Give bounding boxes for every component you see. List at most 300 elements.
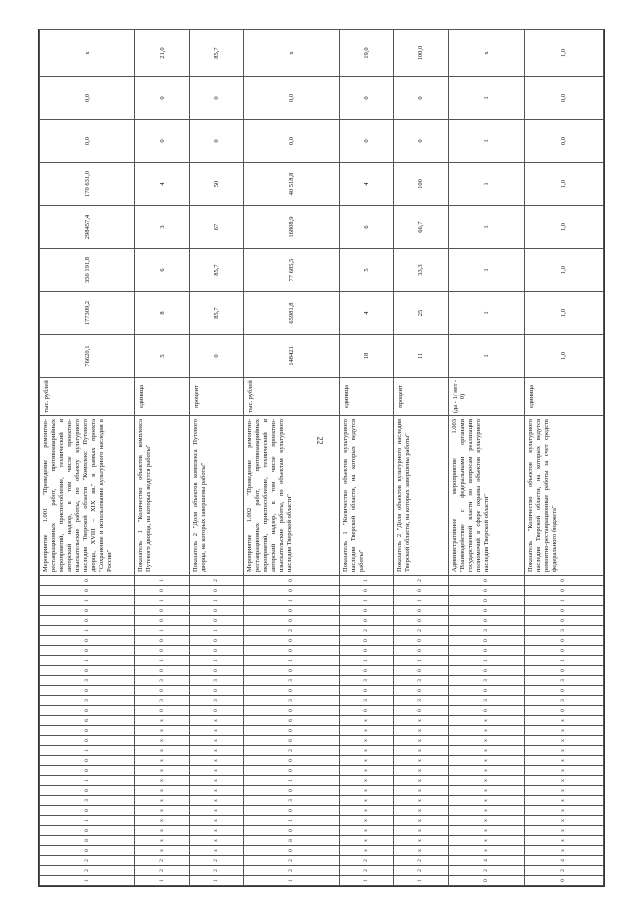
rotated-table (39, 30, 604, 886)
code-cell: х (189, 726, 243, 736)
code-cell: 0 (40, 616, 135, 626)
value-cell: 1,0 (524, 335, 603, 378)
code-cell: 0 (524, 576, 603, 586)
table-row (189, 30, 243, 886)
value-cell: 0 (394, 77, 448, 120)
code-cell: 0 (448, 586, 524, 596)
value-cell: 66,7 (394, 206, 448, 249)
code-cell: х (135, 756, 189, 766)
code-cell: 3 (524, 626, 603, 636)
value-cell: 4 (135, 163, 189, 206)
description-cell: Показатель 2 "Доля объектов культурного наследия Тверской области, на которых завершены работы" (394, 416, 448, 576)
code-cell: х (524, 766, 603, 776)
code-cell: 3 (339, 676, 393, 686)
code-cell: 0 (448, 646, 524, 656)
code-cell: 1 (394, 596, 448, 606)
value-cell: 67 (189, 206, 243, 249)
code-cell: 6 (244, 736, 339, 746)
code-cell: х (524, 806, 603, 816)
code-cell: 0 (244, 606, 339, 616)
unit-cell: единица (135, 378, 189, 416)
code-cell: 2 (394, 866, 448, 876)
value-cell: 1 (448, 206, 524, 249)
code-cell: 2 (189, 866, 243, 876)
code-cell: 3 (244, 796, 339, 806)
value-cell: 0,0 (524, 77, 603, 120)
value-cell: 1,0 (524, 292, 603, 335)
code-cell: 0 (40, 606, 135, 616)
code-cell: 1 (189, 596, 243, 606)
code-cell: 3 (189, 676, 243, 686)
code-cell: 0 (244, 586, 339, 596)
code-cell: 0 (448, 576, 524, 586)
code-cell: х (339, 836, 393, 846)
value-cell: 100,0 (394, 30, 448, 77)
value-cell: 76620,1 (40, 335, 135, 378)
code-cell: 3 (524, 676, 603, 686)
code-cell: 1 (339, 876, 393, 886)
code-cell: 0 (448, 616, 524, 626)
code-cell: х (448, 736, 524, 746)
value-cell: 0 (189, 120, 243, 163)
code-cell: х (394, 736, 448, 746)
code-cell: 0 (40, 666, 135, 676)
value-cell: 11 (394, 335, 448, 378)
code-cell: 8 (40, 836, 135, 846)
code-cell: 0 (244, 766, 339, 776)
code-cell: 1 (394, 656, 448, 666)
code-cell: 0 (40, 636, 135, 646)
value-cell: 33,3 (394, 249, 448, 292)
code-cell: 3 (189, 696, 243, 706)
code-cell: х (448, 836, 524, 846)
code-cell: 1 (40, 746, 135, 756)
code-cell: х (135, 806, 189, 816)
code-cell: 0 (135, 646, 189, 656)
code-cell: 0 (244, 636, 339, 646)
code-cell: 4 (524, 856, 603, 866)
value-cell: 1,0 (524, 30, 603, 77)
code-cell: 0 (394, 666, 448, 676)
code-cell: 1 (40, 876, 135, 886)
code-cell: 0 (40, 646, 135, 656)
code-cell: 3 (40, 796, 135, 806)
code-cell: х (339, 776, 393, 786)
code-cell: 2 (244, 856, 339, 866)
code-cell: х (339, 796, 393, 806)
code-cell: 0 (524, 686, 603, 696)
code-cell: 1 (135, 626, 189, 636)
value-cell: 1 (448, 163, 524, 206)
code-cell: х (524, 786, 603, 796)
description-cell: Показатель "Количество объектов культурного наследия Тверской области, на которых ведутся ремонтно-реставрационные работы за счет средств федерального бюджета" (524, 416, 603, 576)
code-cell: х (524, 716, 603, 726)
program-table-frame (38, 29, 605, 887)
code-cell: х (189, 796, 243, 806)
code-cell: 3 (135, 676, 189, 686)
code-cell: 2 (394, 856, 448, 866)
value-cell: 5 (339, 249, 393, 292)
value-cell: 1 (448, 120, 524, 163)
code-cell: 0 (135, 686, 189, 696)
code-cell: 0 (244, 666, 339, 676)
code-cell: 0 (244, 616, 339, 626)
value-cell: 0,0 (244, 77, 339, 120)
code-cell: 0 (339, 586, 393, 596)
code-cell: х (189, 746, 243, 756)
code-cell: х (524, 826, 603, 836)
code-cell: х (339, 716, 393, 726)
code-cell: 1 (189, 876, 243, 886)
code-cell: х (448, 756, 524, 766)
code-cell: 2 (448, 866, 524, 876)
code-cell: 0 (40, 736, 135, 746)
code-cell: х (394, 716, 448, 726)
code-cell: х (448, 846, 524, 856)
code-cell: 0 (244, 686, 339, 696)
code-cell: х (524, 726, 603, 736)
code-cell: 1 (40, 596, 135, 606)
code-cell: 2 (394, 626, 448, 636)
code-cell: 1 (244, 776, 339, 786)
code-cell: 1 (524, 596, 603, 606)
code-cell: х (394, 756, 448, 766)
table-row (244, 30, 339, 886)
code-cell: 0 (40, 846, 135, 856)
code-cell: 0 (244, 806, 339, 816)
value-cell: 0 (189, 335, 243, 378)
code-cell: х (394, 816, 448, 826)
code-cell: 1 (40, 656, 135, 666)
value-cell: 16808,9 (244, 206, 339, 249)
code-cell: 0 (40, 586, 135, 596)
code-cell: 0 (524, 586, 603, 596)
code-cell: 1 (135, 596, 189, 606)
value-cell: 0,0 (524, 120, 603, 163)
code-cell: 2 (189, 576, 243, 586)
code-cell: 0 (394, 646, 448, 656)
code-cell: 8 (244, 836, 339, 846)
code-cell: х (448, 826, 524, 836)
value-cell: 0,0 (40, 120, 135, 163)
code-cell: 0 (135, 606, 189, 616)
code-cell: 3 (244, 676, 339, 686)
code-cell: 0 (244, 786, 339, 796)
code-cell: х (394, 796, 448, 806)
code-cell: х (339, 826, 393, 836)
code-cell: х (448, 716, 524, 726)
code-cell: х (524, 746, 603, 756)
code-cell: 3 (244, 696, 339, 706)
code-cell: 2 (189, 856, 243, 866)
code-cell: х (135, 816, 189, 826)
code-cell: 0 (189, 706, 243, 716)
code-cell: 0 (394, 636, 448, 646)
value-cell: 6 (339, 206, 393, 249)
code-cell: 3 (394, 676, 448, 686)
code-cell: 0 (244, 826, 339, 836)
code-cell: х (339, 736, 393, 746)
code-cell: 0 (40, 686, 135, 696)
code-cell: 3 (448, 626, 524, 636)
unit-cell: единица (339, 378, 393, 416)
code-cell: х (189, 716, 243, 726)
code-cell: х (189, 786, 243, 796)
value-cell: 0 (135, 120, 189, 163)
code-cell: 0 (189, 616, 243, 626)
value-cell: 85,7 (189, 292, 243, 335)
value-cell: 177309,2 (40, 292, 135, 335)
code-cell: х (135, 796, 189, 806)
code-cell: 1 (135, 576, 189, 586)
description-cell: Мероприятие 1.002 "Проведение ремонтно-реставрационных работ, противоаварийных мероприятий, приспособление, технический и авторский надзор, в том числе проектно-изыскательские работы, по объектам культурного наследия Тверской области" (244, 416, 339, 576)
code-cell: х (189, 766, 243, 776)
code-cell: х (524, 846, 603, 856)
value-cell: 77 685,5 (244, 249, 339, 292)
code-cell: 0 (244, 646, 339, 656)
code-cell: 3 (448, 696, 524, 706)
code-cell: 0 (448, 876, 524, 886)
unit-cell: тыс. рублей (244, 378, 339, 416)
code-cell: 0 (189, 586, 243, 596)
code-cell: х (339, 766, 393, 776)
code-cell: х (448, 796, 524, 806)
code-cell: х (189, 736, 243, 746)
value-cell: х (448, 30, 524, 77)
code-cell: 0 (244, 726, 339, 736)
code-cell: 1 (244, 596, 339, 606)
code-cell: 0 (189, 666, 243, 676)
code-cell: 6 (40, 716, 135, 726)
code-cell: х (189, 756, 243, 766)
code-cell: х (394, 746, 448, 756)
value-cell: 19,0 (339, 30, 393, 77)
code-cell: 0 (448, 686, 524, 696)
code-cell: х (524, 796, 603, 806)
code-cell: 0 (40, 826, 135, 836)
code-cell: х (339, 846, 393, 856)
value-cell: 25 (394, 292, 448, 335)
code-cell: 2 (244, 866, 339, 876)
code-cell: 1 (40, 816, 135, 826)
code-cell: 1 (339, 656, 393, 666)
code-cell: 0 (40, 726, 135, 736)
code-cell: х (339, 806, 393, 816)
code-cell: х (524, 816, 603, 826)
value-cell: 0 (135, 77, 189, 120)
code-cell: 0 (339, 616, 393, 626)
code-cell: 0 (394, 706, 448, 716)
value-cell: 1 (448, 77, 524, 120)
code-cell: 2 (524, 866, 603, 876)
code-cell: 0 (40, 706, 135, 716)
code-cell: 1 (394, 876, 448, 886)
code-cell: 1 (339, 596, 393, 606)
value-cell: 0,0 (244, 120, 339, 163)
unit-cell: тыс. рублей (40, 378, 135, 416)
code-cell: 0 (524, 666, 603, 676)
code-cell: х (524, 776, 603, 786)
code-cell: х (135, 736, 189, 746)
description-cell: Показатель 2 "Доля объектов комплекса Путевого дворца, на которых завершены работы" (189, 416, 243, 576)
code-cell: 0 (394, 586, 448, 596)
code-cell: х (189, 836, 243, 846)
code-cell: 0 (448, 606, 524, 616)
code-cell: х (524, 756, 603, 766)
value-cell: 85,7 (189, 30, 243, 77)
code-cell: 2 (244, 746, 339, 756)
code-cell: х (189, 816, 243, 826)
code-cell: х (135, 846, 189, 856)
value-cell: 100 (394, 163, 448, 206)
code-cell: х (394, 786, 448, 796)
code-cell: 2 (339, 626, 393, 636)
code-cell: 1 (339, 576, 393, 586)
unit-cell: единица (524, 378, 603, 416)
code-cell: 0 (448, 596, 524, 606)
code-cell: 0 (339, 606, 393, 616)
code-cell: 0 (40, 766, 135, 776)
unit-cell: процент (189, 378, 243, 416)
code-cell: х (448, 776, 524, 786)
code-cell: 3 (339, 696, 393, 706)
value-cell: 350 191,8 (40, 249, 135, 292)
code-cell: 0 (524, 646, 603, 656)
value-cell: 0 (339, 77, 393, 120)
table-row (524, 30, 603, 886)
code-cell: 0 (339, 706, 393, 716)
code-cell: 2 (244, 626, 339, 636)
code-cell: 6 (244, 716, 339, 726)
code-cell: х (135, 746, 189, 756)
code-cell: х (339, 786, 393, 796)
code-cell: х (135, 836, 189, 846)
value-cell: 65981,8 (244, 292, 339, 335)
code-cell: 3 (394, 696, 448, 706)
code-cell: 4 (448, 856, 524, 866)
code-cell: х (524, 736, 603, 746)
program-table (39, 29, 604, 886)
code-cell: х (339, 816, 393, 826)
code-cell: х (524, 836, 603, 846)
code-cell: 0 (524, 616, 603, 626)
code-cell: х (394, 846, 448, 856)
code-cell: 3 (448, 676, 524, 686)
code-cell: х (135, 776, 189, 786)
code-cell: х (339, 756, 393, 766)
description-cell: Мероприятие 1.001 "Проведение ремонтно-реставрационных работ, противоаварийных мероприятий, приспособление, технический и авторский надзор, в том числе проектно-изыскательские работы, по объекту культурного наследия Тверской области "Комплекс Путевого дворца, XVIII – XIX вв." в рамках проекта "Сохранение и использование культурного наследия в России" (40, 416, 135, 576)
code-cell: 0 (394, 606, 448, 616)
table-row (394, 30, 448, 886)
code-cell: 0 (524, 606, 603, 616)
code-cell: 2 (339, 856, 393, 866)
code-cell: 0 (448, 666, 524, 676)
code-cell: 0 (189, 686, 243, 696)
code-cell: 0 (448, 636, 524, 646)
code-cell: 0 (244, 576, 339, 586)
code-cell: х (135, 716, 189, 726)
code-cell: 0 (339, 686, 393, 696)
code-cell: 0 (135, 666, 189, 676)
code-cell: х (448, 746, 524, 756)
code-cell: х (135, 766, 189, 776)
code-cell: 1 (135, 876, 189, 886)
value-cell: 1 (448, 335, 524, 378)
code-cell: 1 (524, 656, 603, 666)
value-cell: 5 (135, 335, 189, 378)
code-cell: 1 (448, 656, 524, 666)
code-cell: 0 (524, 706, 603, 716)
code-cell: 0 (40, 576, 135, 586)
description-cell: Показатель 1 "Количество объектов культурного наследия Тверской области, на которых ведутся работы" (339, 416, 393, 576)
page-number: 22 (315, 436, 325, 445)
value-cell: 1 (448, 292, 524, 335)
code-cell: х (135, 826, 189, 836)
code-cell: 0 (135, 706, 189, 716)
code-cell: 0 (135, 636, 189, 646)
unit-cell: процент (394, 378, 448, 416)
value-cell: 0 (394, 120, 448, 163)
table-row (135, 30, 189, 886)
code-cell: х (394, 806, 448, 816)
code-cell: х (189, 826, 243, 836)
unit-cell: (да - 1/ нет - 0) (448, 378, 524, 416)
value-cell: 50 (189, 163, 243, 206)
code-cell: 1 (244, 876, 339, 886)
code-cell: х (394, 766, 448, 776)
code-cell: х (394, 826, 448, 836)
code-cell: х (135, 726, 189, 736)
value-cell: 1,0 (524, 249, 603, 292)
code-cell: 0 (135, 616, 189, 626)
code-cell: х (448, 806, 524, 816)
value-cell: 1 (448, 249, 524, 292)
value-cell: 40 518,8 (244, 163, 339, 206)
value-cell: 298457,4 (40, 206, 135, 249)
code-cell: 0 (394, 616, 448, 626)
code-cell: 1 (244, 656, 339, 666)
value-cell: 18 (339, 335, 393, 378)
code-cell: 2 (394, 576, 448, 586)
value-cell: 1,0 (524, 163, 603, 206)
table-row (448, 30, 524, 886)
code-cell: 0 (40, 806, 135, 816)
code-cell: х (135, 786, 189, 796)
code-cell: х (189, 776, 243, 786)
code-cell: 0 (135, 586, 189, 596)
code-cell: х (448, 726, 524, 736)
value-cell: 0 (189, 77, 243, 120)
value-cell: 148421 (244, 335, 339, 378)
value-cell: 85,7 (189, 249, 243, 292)
code-cell: 0 (244, 706, 339, 716)
code-cell: 3 (40, 676, 135, 686)
code-cell: 2 (135, 856, 189, 866)
value-cell: 8 (135, 292, 189, 335)
code-cell: 1 (189, 626, 243, 636)
code-cell: 0 (40, 786, 135, 796)
value-cell: 0,0 (40, 77, 135, 120)
value-cell: 6 (135, 249, 189, 292)
code-cell: х (394, 726, 448, 736)
code-cell: 1 (189, 656, 243, 666)
code-cell: х (339, 726, 393, 736)
code-cell: 2 (135, 866, 189, 876)
code-cell: х (448, 786, 524, 796)
code-cell: 0 (189, 606, 243, 616)
code-cell: 0 (40, 756, 135, 766)
value-cell: 21,0 (135, 30, 189, 77)
